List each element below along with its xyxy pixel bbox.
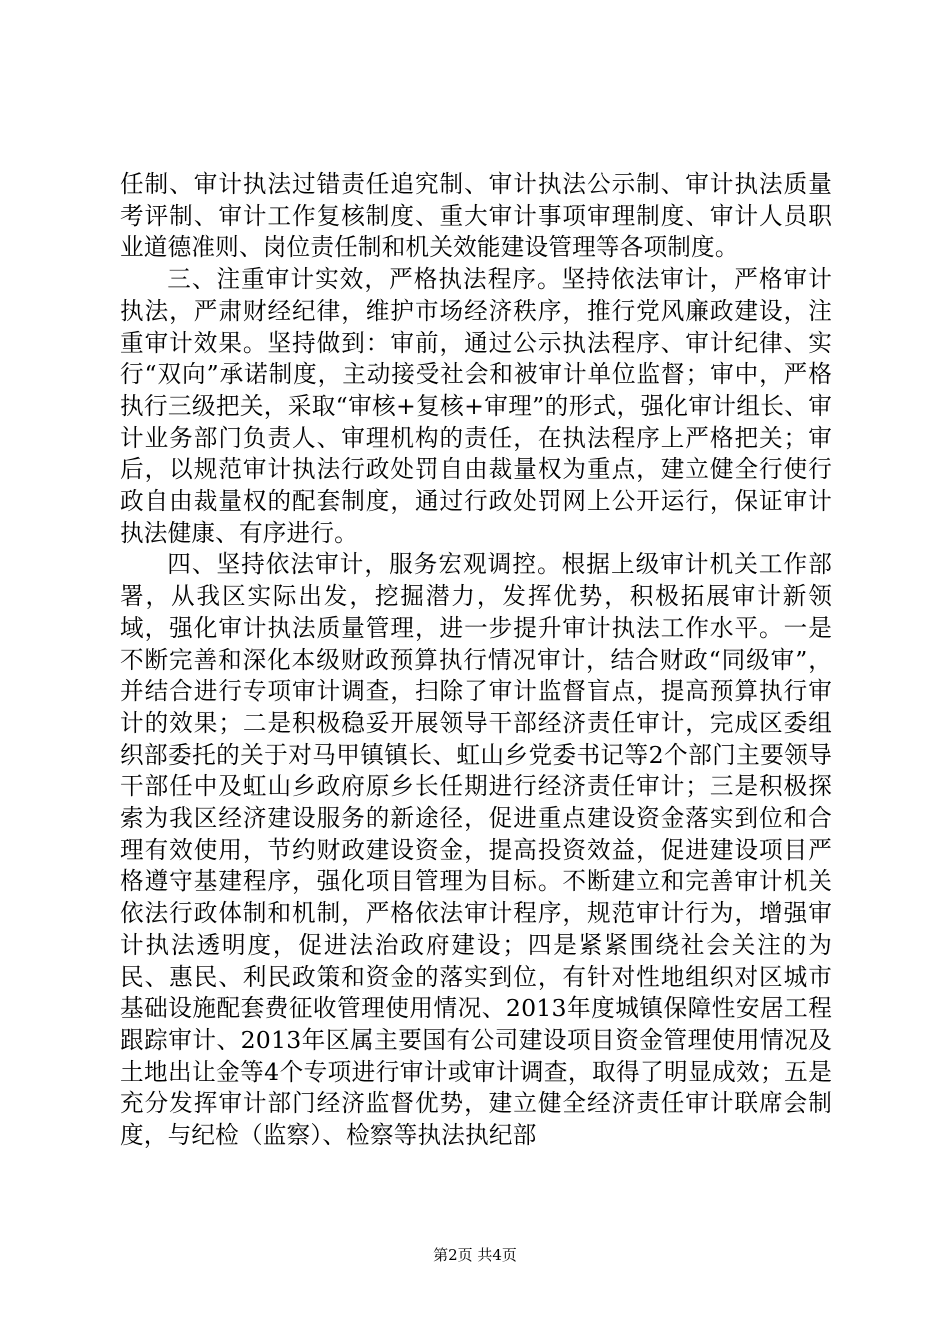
page-footer: 第2页 共4页 [433,1246,517,1264]
paragraph-1: 任制、审计执法过错责任追究制、审计执法公示制、审计执法质量考评制、审计工作复核制度、重大审计事项审理制度、审计人员职业道德准则、岗位责任制和机关效能建设管理等各项制度。 [120,170,832,262]
paragraph-2: 三、注重审计实效，严格执法程序。坚持依法审计，严格审计执法，严肃财经纪律，维护市场经济秩序，推行党风廉政建设，注重审计效果。坚持做到：审前，通过公示执法程序、审计纪律、实行“双向”承诺制度，主动接受社会和被审计单位监督；审中，严格执行三级把关，采取“审核+复核+审理”的形式，强化审计组长、审计业务部门负责人、审理机构的责任，在执法程序上严格把关；审后，以规范审计执法行政处罚自由裁量权为重点，建立健全行使行政自由裁量权的配套制度，通过行政处罚网上公开运行，保证审计执法健康、有序进行。 [120,265,832,547]
document-body [120,169,832,1152]
paragraph-3: 四、坚持依法审计，服务宏观调控。根据上级审计机关工作部署，从我区实际出发，挖掘潜力，发挥优势，积极拓展审计新领域，强化审计执法质量管理，进一步提升审计执法工作水平。一是不断完善和深化本级财政预算执行情况审计，结合财政“同级审”，并结合进行专项审计调查，扫除了审计监督盲点，提高预算执行审计的效果；二是积极稳妥开展领导干部经济责任审计，完成区委组织部委托的关于对马甲镇镇长、虹山乡党委书记等2个部门主要领导干部任中及虹山乡政府原乡长任期进行经济责任审计；三是积极探索为我区经济建设服务的新途径，促进重点建设资金落实到位和合理有效使用，节约财政建设资金，提高投资效益，促进建设项目严格遵守基建程序，强化项目管理为目标。不断建立和完善审计机关依法行政体制和机制，严格依法审计程序，规范审计行为，增强审计执法透明度，促进法治政府建设；四是紧紧围绕社会关注的为民、惠民、利民政策和资金的落实到位，有针对性地组织对区城市基础设施配套费征收管理使用情况、2013年度城镇保障性安居工程跟踪审计、2013年区属主要国有公司建设项目资金管理使用情况及土地出让金等4个专项进行审计或审计调查，取得了明显成效；五是充分发挥审计部门经济监督优势，建立健全经济责任审计联席会制度，与纪检（监察）、检察等执法执纪部 [120,550,832,1150]
